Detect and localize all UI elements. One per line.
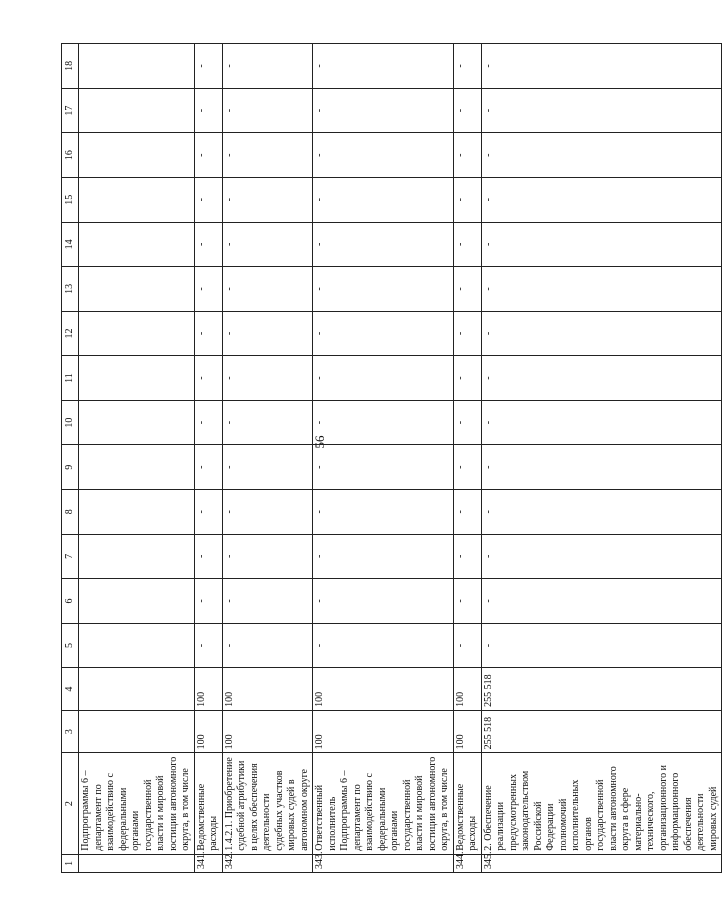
value-cell: -	[453, 222, 481, 267]
value-cell: -	[222, 88, 313, 133]
value-cell: -	[194, 489, 222, 534]
value-cell	[79, 177, 195, 222]
value-cell: -	[194, 222, 222, 267]
value-cell: -	[313, 445, 454, 490]
row-description: 2. Обеспечение реализации предусмотренных законодательством Российской Федерации полномочий исполнительных органов государственной власти автономного округа в сфере материально-технического, организационного и информационного обеспечения деятельности мировых судей	[481, 753, 722, 854]
value-cell: -	[194, 311, 222, 356]
value-cell	[79, 311, 195, 356]
value-cell: -	[194, 267, 222, 312]
value-cell: -	[222, 579, 313, 624]
value-cell: -	[194, 133, 222, 178]
header-cell: 14	[62, 222, 79, 267]
value-cell: -	[481, 267, 722, 312]
header-cell: 12	[62, 311, 79, 356]
value-cell: -	[194, 400, 222, 445]
value-col-4	[79, 668, 195, 711]
header-cell: 7	[62, 534, 79, 579]
header-cell: 18	[62, 44, 79, 89]
value-cell: -	[481, 222, 722, 267]
value-col-4: 255 518	[481, 668, 722, 711]
value-cell: -	[194, 88, 222, 133]
value-cell: -	[194, 579, 222, 624]
value-cell	[79, 579, 195, 624]
value-cell: -	[313, 356, 454, 401]
row-description: 1.4.2.1. Приобретение судебной атрибутики в целях обеспечения деятельности судебных участков мировых судей в автономном округе	[222, 753, 313, 854]
value-cell: -	[194, 177, 222, 222]
header-cell: 15	[62, 177, 79, 222]
value-cell: -	[453, 88, 481, 133]
table-body	[62, 44, 722, 873]
header-cell: 5	[62, 623, 79, 668]
value-cell	[79, 445, 195, 490]
value-cell: -	[222, 534, 313, 579]
value-cell: -	[313, 579, 454, 624]
value-cell: -	[222, 133, 313, 178]
page-number: 56	[312, 435, 327, 449]
value-col-3: 100	[453, 710, 481, 753]
value-cell: -	[481, 489, 722, 534]
value-cell: -	[313, 400, 454, 445]
value-cell: -	[313, 267, 454, 312]
value-cell: -	[453, 267, 481, 312]
value-cell: -	[481, 400, 722, 445]
row-description: Ведомственные расходы	[194, 753, 222, 854]
value-cell: -	[481, 356, 722, 401]
value-cell: -	[481, 133, 722, 178]
value-cell: -	[222, 311, 313, 356]
value-col-4: 100	[313, 668, 454, 711]
table-row	[194, 44, 222, 873]
header-cell: 10	[62, 400, 79, 445]
value-cell: -	[222, 623, 313, 668]
value-col-4: 100	[194, 668, 222, 711]
row-number: 342.	[222, 854, 313, 872]
budget-table	[61, 43, 722, 873]
header-cell: 1	[62, 854, 79, 872]
value-cell: -	[313, 44, 454, 89]
table-row	[453, 44, 481, 873]
row-number	[79, 854, 195, 872]
value-cell: -	[453, 623, 481, 668]
value-cell: -	[313, 133, 454, 178]
value-cell: -	[313, 88, 454, 133]
value-cell: -	[313, 222, 454, 267]
value-cell: -	[194, 44, 222, 89]
table-row	[79, 44, 195, 873]
row-description: Ответственный исполнитель Подпрограммы 6 – департамент по взаимодействию с федеральными органами государственной власти и мировой юстиции автономного округа, в том числе	[313, 753, 454, 854]
value-cell: -	[313, 623, 454, 668]
value-cell: -	[222, 222, 313, 267]
value-cell: -	[481, 88, 722, 133]
value-cell	[79, 489, 195, 534]
value-cell: -	[453, 579, 481, 624]
value-cell	[79, 623, 195, 668]
value-cell: -	[313, 534, 454, 579]
header-row	[62, 44, 79, 873]
value-cell: -	[313, 177, 454, 222]
value-cell	[79, 356, 195, 401]
header-cell: 16	[62, 133, 79, 178]
value-cell	[79, 88, 195, 133]
value-cell: -	[222, 177, 313, 222]
table-row	[222, 44, 313, 873]
row-description: Подпрограммы 6 – департамент по взаимодействию с федеральными органами государственной власти и мировой юстиции автономного округа, в том числе	[79, 753, 195, 854]
value-cell: -	[481, 579, 722, 624]
value-cell: -	[313, 489, 454, 534]
value-col-4: 100	[453, 668, 481, 711]
value-col-3: 255 518	[481, 710, 722, 753]
table-row	[481, 44, 722, 873]
rotated-page-content	[61, 43, 719, 873]
value-cell: -	[481, 534, 722, 579]
value-cell	[79, 222, 195, 267]
value-cell: -	[194, 356, 222, 401]
value-cell: -	[313, 311, 454, 356]
row-number: 345.	[481, 854, 722, 872]
value-cell: -	[453, 400, 481, 445]
header-cell: 11	[62, 356, 79, 401]
header-cell: 4	[62, 668, 79, 711]
header-cell: 9	[62, 445, 79, 490]
value-cell	[79, 267, 195, 312]
value-cell: -	[453, 356, 481, 401]
value-col-4: 100	[222, 668, 313, 711]
value-cell: -	[481, 177, 722, 222]
value-cell: -	[481, 623, 722, 668]
value-col-3: 100	[222, 710, 313, 753]
value-cell: -	[222, 400, 313, 445]
value-cell	[79, 133, 195, 178]
value-col-3: 100	[194, 710, 222, 753]
value-cell: -	[222, 489, 313, 534]
value-cell: -	[453, 311, 481, 356]
value-cell	[79, 44, 195, 89]
value-cell: -	[222, 445, 313, 490]
header-cell: 6	[62, 579, 79, 624]
row-number: 343.	[313, 854, 454, 872]
header-cell: 8	[62, 489, 79, 534]
value-cell	[79, 400, 195, 445]
header-cell: 2	[62, 753, 79, 854]
value-col-3: 100	[313, 710, 454, 753]
table-row	[313, 44, 454, 873]
row-description: Ведомственные расходы	[453, 753, 481, 854]
value-cell: -	[453, 177, 481, 222]
value-cell: -	[481, 44, 722, 89]
row-number: 344.	[453, 854, 481, 872]
value-cell: -	[453, 133, 481, 178]
header-cell: 3	[62, 710, 79, 753]
value-cell: -	[481, 445, 722, 490]
value-cell: -	[453, 445, 481, 490]
value-cell: -	[453, 489, 481, 534]
value-cell: -	[481, 311, 722, 356]
value-cell: -	[194, 445, 222, 490]
header-cell: 13	[62, 267, 79, 312]
header-cell: 17	[62, 88, 79, 133]
value-cell: -	[453, 44, 481, 89]
value-cell: -	[222, 356, 313, 401]
value-cell: -	[453, 534, 481, 579]
value-col-3	[79, 710, 195, 753]
value-cell: -	[194, 534, 222, 579]
value-cell: -	[222, 267, 313, 312]
value-cell	[79, 534, 195, 579]
value-cell: -	[222, 44, 313, 89]
row-number: 341.	[194, 854, 222, 872]
value-cell: -	[194, 623, 222, 668]
